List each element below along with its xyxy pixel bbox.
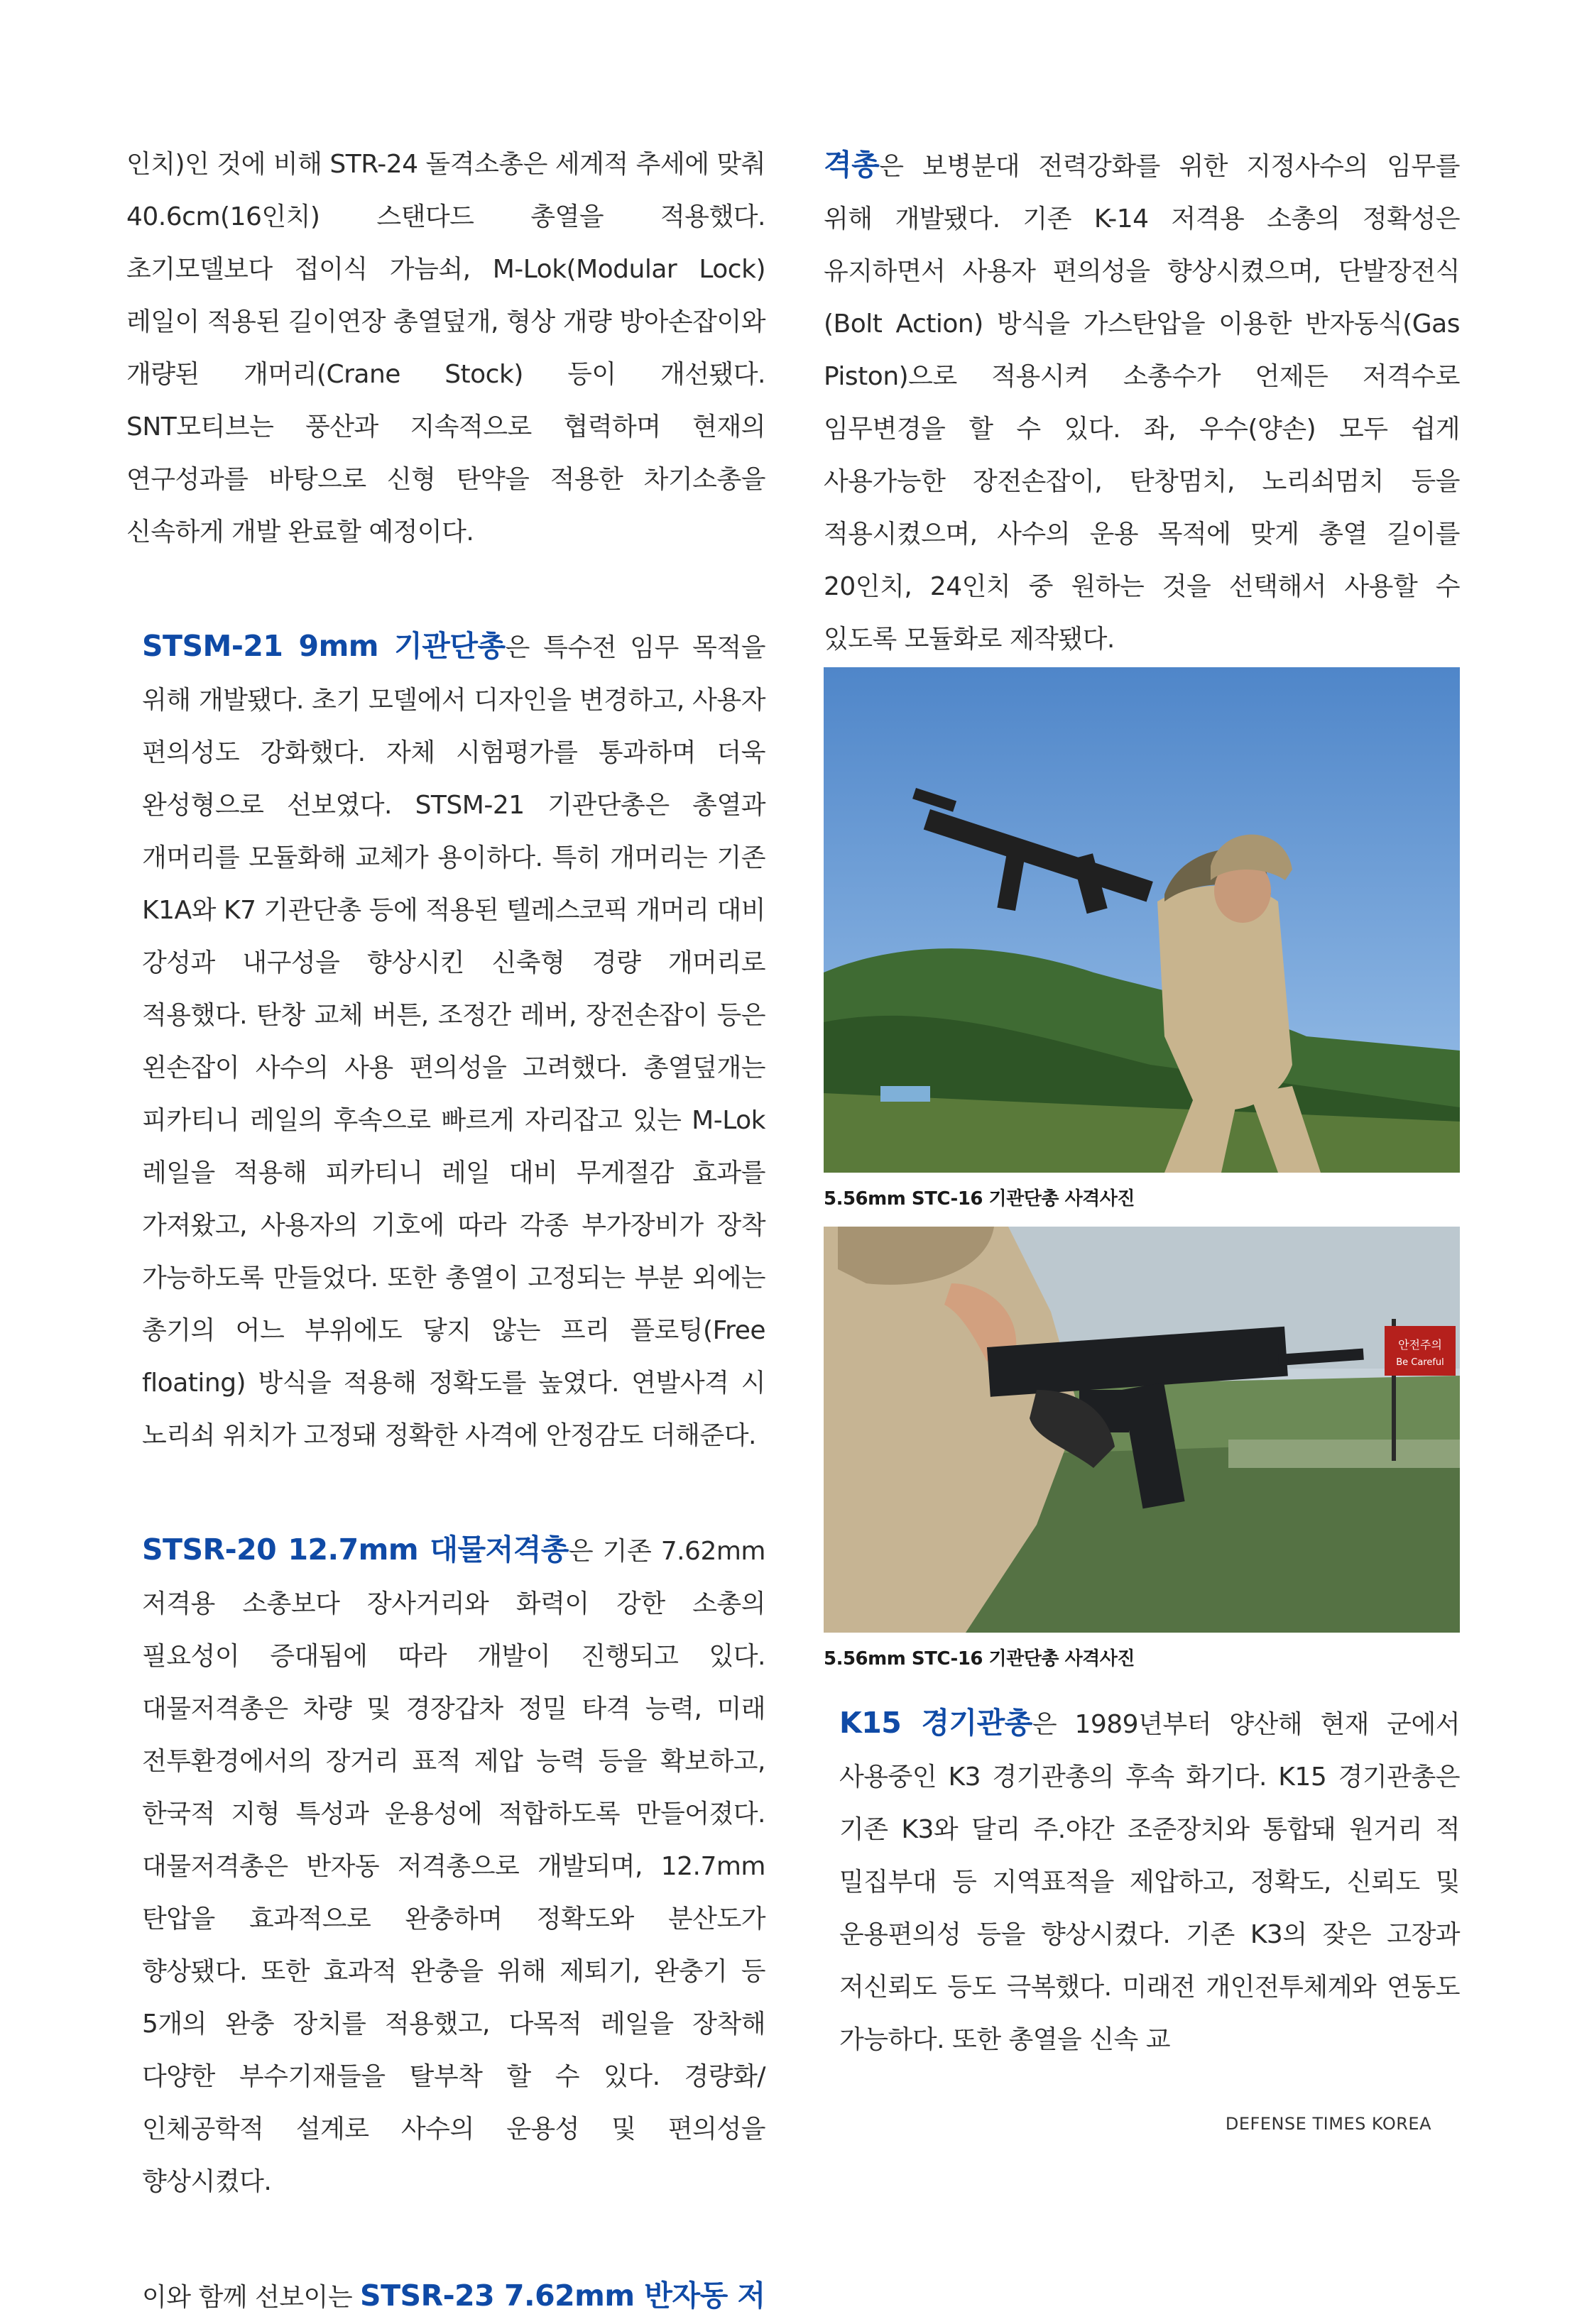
heading-k15: K15 경기관총 [839,1706,1032,1740]
photo-caption-1: 5.56mm STC-16 기관단총 사격사진 [824,1188,1135,1210]
paragraph-stsr23-intro [126,2269,765,2324]
paragraph-k15 [824,1697,1460,2066]
right-column [824,138,1460,666]
range-sign-text: 안전주의 [1398,1338,1442,1352]
heading-stsr23: STSR-23 7.62mm 반자동 저 [360,2279,765,2313]
photo-image [824,667,1460,1173]
paragraph-stsr23 [824,138,1460,666]
paragraph-stsr20 [126,1523,765,2208]
photo-image [824,1227,1460,1633]
paragraph-text: 인치)인 것에 비해 STR-24 돌격소총은 세계적 추세에 맞춰 40.6cm(16인치) 스탠다드 총열을 적용했다. 초기모델보다 접이식 가늠쇠, M-Lok(Modular Lock) 레일이 적용된 길이연장 총열덮개, 형상 개량 방아손잡이와 개량된 개머리(Crane Stock) 등이 개선됐다. SNT모티브는 풍산과 지속적으로 협력하며 현재의 연구성과를 바탕으로 신형 탄약을 적용한 차기소총을 신속하게 개발 완료할 예정이다. [126,150,765,547]
paragraph-stsm21 [126,620,765,1462]
paragraph-text: 은 특수전 임무 목적을 위해 개발됐다. 초기 모델에서 디자인을 변경하고, 사용자 편의성도 강화했다. 자체 시험평가를 통과하며 더욱 완성형으로 선보였다. STSM-21 기관단총은 총열과 개머리를 모듈화해 교체가 용이하다. 특히 개머리는 기존 K1A와 K7 기관단총 등에 적용된 텔레스코픽 개머리 대비 강성과 내구성을 향상시킨 신축형 경량 개머리로 적용했다. 탄창 교체 버튼, 조정간 레버, 장전손잡이 등은 왼손잡이 사수의 사용 편의성을 고려했다. 총열덮개는 피카티니 레일의 후속으로 빠르게 자리잡고 있는 M-Lok 레일을 적용해 피카티니 레일 대비 무게절감 효과를 가져왔고, 사용자의 기호에 따라 각종 부가장비가 장착 가능하도록 만들었다. 또한 총열이 고정되는 부분 외에는 총기의 어느 부위에도 닿지 않는 프리 플로팅(Free floating) 방식을 적용해 정확도를 높였다. 연발사격 시 노리쇠 위치가 고정돼 정확한 사격에 안정감도 더해준다. [142,633,765,1450]
paragraph-text: 은 보병분대 전력강화를 위한 지정사수의 임무를 위해 개발됐다. 기존 K-14 저격용 소총의 정확성은 유지하면서 사용자 편의성을 향상시켰으며, 단발장전식(Bolt Action) 방식을 가스탄압을 이용한 반자동식(Gas Piston)으로 적용시켜 소총수가 언제든 저격수로 임무변경을 할 수 있다. 좌, 우수(양손) 모두 쉽게 사용가능한 장전손잡이, 탄창멈치, 노리쇠멈치 등을 적용시켰으며, 사수의 운용 목적에 맞게 총열 길이를 20인치, 24인치 중 원하는 것을 선택해서 사용할 수 있도록 모듈화로 제작됐다. [824,152,1460,654]
heading-stsr20: STSR-20 12.7mm 대물저격총 [142,1533,569,1567]
k15-block [824,1697,1460,2066]
photo-stc16-firing-1 [824,667,1460,1173]
paragraph-text: 이와 함께 선보이는 [142,2283,361,2312]
paragraph-text: 은 기존 7.62mm 저격용 소총보다 장사거리와 화력이 강한 소총의 필요성이 증대됨에 따라 개발이 진행되고 있다. 대물저격총은 차량 및 경장갑차 정밀 타격 능력, 미래 전투환경에서의 장거리 표적 제압 능력 등을 확보하고, 한국적 지형 특성과 운용성에 적합하도록 만들어졌다. 대물저격총은 반자동 저격총으로 개발되며, 12.7mm 탄압을 효과적으로 완충하며 정확도와 분산도가 향상됐다. 또한 효과적 완충을 위해 제퇴기, 완충기 등 5개의 완충 장치를 적용했고, 다목적 레일을 장착해 다양한 부수기재들을 탈부착 할 수 있다. 경량화/인체공학적 설계로 사수의 운용성 및 편의성을 향상시켰다. [142,1537,765,2196]
paragraph-text: 은 1989년부터 양산해 현재 군에서 사용중인 K3 경기관총의 후속 화기다. K15 경기관총은 기존 K3와 달리 주.야간 조준장치와 통합돼 원거리 적 밀집부대 등 지역표적을 제압하고, 정확도, 신뢰도 및 운용편의성 등을 향상시켰다. 기존 K3의 잦은 고장과 저신뢰도 등도 극복했다. 미래전 개인전투체계와 연동도 가능하다. 또한 총열을 신속 교 [839,1710,1461,2054]
heading-stsr23-cont: 격총 [824,148,880,182]
range-sign-subtext: Be Careful [1396,1357,1444,1368]
footer-publication: DEFENSE TIMES KOREA [1225,2114,1431,2134]
photo-stc16-firing-2 [824,1227,1460,1633]
left-column [126,138,765,2324]
heading-stsm21: STSM-21 9mm 기관단총 [142,629,506,663]
photo-caption-2: 5.56mm STC-16 기관단총 사격사진 [824,1648,1135,1670]
paragraph-str24 [126,138,765,559]
